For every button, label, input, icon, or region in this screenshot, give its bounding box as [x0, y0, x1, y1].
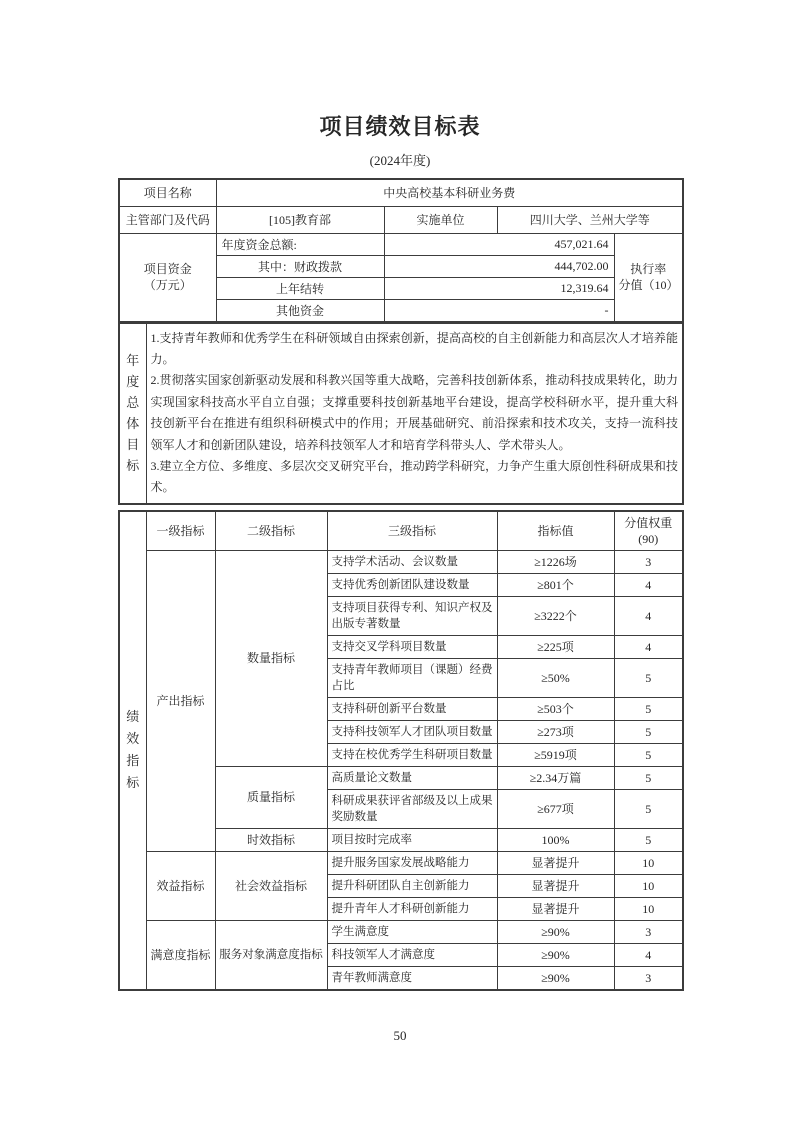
indicator-value-cell: 100% — [497, 828, 614, 851]
level1-cell: 满意度指标 — [146, 920, 215, 990]
indicator-weight-cell: 5 — [614, 789, 683, 828]
project-name-value: 中央高校基本科研业务费 — [216, 179, 683, 206]
indicator-name-cell: 支持在校优秀学生科研项目数量 — [327, 743, 497, 766]
annual-goal-item: 2.贯彻落实国家创新驱动发展和科教兴国等重大战略，完善科技创新体系，推动科技成果转化，助力实现国家科技高水平自立自强；支撑重要科技创新基地平台建设，提高学校科研水平，提升重大科技创新平台在推进有组织科研模式中的作用；开展基础研究、前沿探索和技术攻关，支持一流科技领军人才和创新团队建设，培养科技领军人才和培育学科带头人、学术带头人。 — [150, 373, 678, 452]
level2-cell: 时效指标 — [215, 828, 327, 851]
indicator-value-cell: ≥677项 — [497, 789, 614, 828]
execution-rate-label — [614, 233, 683, 322]
impl-unit-label: 实施单位 — [384, 206, 497, 233]
col-header-weight — [614, 511, 683, 551]
col-header-level1: 一级指标 — [146, 511, 215, 551]
indicator-name-cell: 学生满意度 — [327, 920, 497, 943]
indicator-weight-cell: 4 — [614, 573, 683, 596]
funding-row-value: 444,702.00 — [384, 255, 614, 277]
indicator-weight-cell: 10 — [614, 897, 683, 920]
indicator-name-cell: 提升青年人才科研创新能力 — [327, 897, 497, 920]
performance-indicators-table — [118, 510, 684, 991]
indicator-name-cell: 支持科研创新平台数量 — [327, 697, 497, 720]
indicator-weight-cell: 5 — [614, 658, 683, 697]
impl-unit-value: 四川大学、兰州大学等 — [497, 206, 683, 233]
indicator-weight-cell: 5 — [614, 743, 683, 766]
level1-cell: 产出指标 — [146, 550, 215, 851]
level2-cell: 社会效益指标 — [215, 851, 327, 920]
dept-code-label: 主管部门及代码 — [119, 206, 216, 233]
indicator-row — [119, 550, 683, 573]
indicator-name-cell: 支持项目获得专利、知识产权及出版专著数量 — [327, 596, 497, 635]
indicators-side-label: 绩效指标 — [119, 511, 146, 990]
funding-label-line2: （万元） — [143, 278, 192, 292]
indicator-name-cell: 支持学术活动、会议数量 — [327, 550, 497, 573]
execution-rate-line2: 分值（10） — [618, 278, 679, 292]
indicator-value-cell: ≥50% — [497, 658, 614, 697]
indicator-value-cell: ≥273项 — [497, 720, 614, 743]
funding-row-label: 年度资金总额: — [216, 233, 384, 255]
funding-row-label: 上年结转 — [216, 277, 384, 299]
level2-cell: 质量指标 — [215, 766, 327, 828]
indicator-value-cell: ≥5919项 — [497, 743, 614, 766]
indicator-weight-cell: 3 — [614, 966, 683, 990]
indicator-name-cell: 青年教师满意度 — [327, 966, 497, 990]
level2-cell: 服务对象满意度指标 — [215, 920, 327, 990]
indicator-weight-cell: 5 — [614, 828, 683, 851]
table-row — [119, 323, 683, 504]
indicator-weight-cell: 5 — [614, 720, 683, 743]
indicator-weight-cell: 4 — [614, 943, 683, 966]
annual-goal-item: 1.支持青年教师和优秀学生在科研领域自由探索创新，提高高校的自主创新能力和高层次人才培养能力。 — [150, 330, 678, 366]
page-subtitle: (2024年度) — [369, 153, 431, 168]
indicator-name-cell: 提升服务国家发展战略能力 — [327, 851, 497, 874]
dept-code-value: [105]教育部 — [216, 206, 384, 233]
indicator-value-cell: ≥90% — [497, 966, 614, 990]
indicator-name-cell: 支持科技领军人才团队项目数量 — [327, 720, 497, 743]
indicator-weight-cell: 10 — [614, 874, 683, 897]
funding-row-value: 12,319.64 — [384, 277, 614, 299]
indicator-value-cell: ≥2.34万篇 — [497, 766, 614, 789]
annual-goal-side-label: 年度总体目标 — [119, 323, 146, 504]
weight-header-line2: (90) — [638, 531, 659, 546]
indicator-value-cell: 显著提升 — [497, 874, 614, 897]
annual-goal-item: 3.建立全方位、多维度、多层次交叉研究平台，推动跨学科研究，力争产生重大原创性科研成果和技术。 — [150, 458, 678, 495]
col-header-value: 指标值 — [497, 511, 614, 551]
funding-section-label — [119, 233, 216, 322]
indicator-weight-cell: 4 — [614, 596, 683, 635]
level1-cell: 效益指标 — [146, 851, 215, 920]
project-name-label: 项目名称 — [119, 179, 216, 206]
indicator-weight-cell: 5 — [614, 766, 683, 789]
funding-row-label: 其他资金 — [216, 299, 384, 322]
funding-row-value: - — [384, 299, 614, 322]
col-header-level2: 二级指标 — [215, 511, 327, 551]
indicator-row — [119, 851, 683, 874]
table-area — [118, 178, 682, 991]
project-info-table — [118, 178, 684, 323]
indicator-value-cell: ≥90% — [497, 943, 614, 966]
funding-row-label: 其中：财政拨款 — [216, 255, 384, 277]
indicators-header-row — [119, 511, 683, 551]
annual-goal-text — [146, 323, 683, 504]
indicator-value-cell: ≥1226场 — [497, 550, 614, 573]
indicator-value-cell: ≥3222个 — [497, 596, 614, 635]
annual-goal-table — [118, 322, 684, 505]
indicator-value-cell: ≥503个 — [497, 697, 614, 720]
indicator-weight-cell: 10 — [614, 851, 683, 874]
indicator-weight-cell: 3 — [614, 920, 683, 943]
indicator-name-cell: 项目按时完成率 — [327, 828, 497, 851]
table-row — [119, 233, 683, 255]
indicator-value-cell: 显著提升 — [497, 897, 614, 920]
indicator-weight-cell: 5 — [614, 697, 683, 720]
page-number: 50 — [393, 1028, 407, 1043]
indicator-name-cell: 科研成果获评省部级及以上成果奖励数量 — [327, 789, 497, 828]
indicator-name-cell: 支持交叉学科项目数量 — [327, 635, 497, 658]
indicator-value-cell: ≥90% — [497, 920, 614, 943]
indicator-name-cell: 支持优秀创新团队建设数量 — [327, 573, 497, 596]
table-row — [119, 206, 683, 233]
funding-label-line1: 项目资金 — [143, 262, 192, 276]
page-title: 项目绩效目标表 — [319, 114, 481, 139]
indicator-name-cell: 科技领军人才满意度 — [327, 943, 497, 966]
indicator-name-cell: 支持青年教师项目（课题）经费占比 — [327, 658, 497, 697]
weight-header-line1: 分值权重 — [624, 515, 673, 530]
col-header-level3: 三级指标 — [327, 511, 497, 551]
funding-row-value: 457,021.64 — [384, 233, 614, 255]
level2-cell: 数量指标 — [215, 550, 327, 766]
indicator-name-cell: 提升科研团队自主创新能力 — [327, 874, 497, 897]
indicator-weight-cell: 4 — [614, 635, 683, 658]
indicator-value-cell: 显著提升 — [497, 851, 614, 874]
indicator-name-cell: 高质量论文数量 — [327, 766, 497, 789]
indicator-row — [119, 920, 683, 943]
execution-rate-line1: 执行率 — [630, 262, 667, 276]
indicator-value-cell: ≥801个 — [497, 573, 614, 596]
table-row — [119, 179, 683, 206]
indicator-value-cell: ≥225项 — [497, 635, 614, 658]
indicator-weight-cell: 3 — [614, 550, 683, 573]
